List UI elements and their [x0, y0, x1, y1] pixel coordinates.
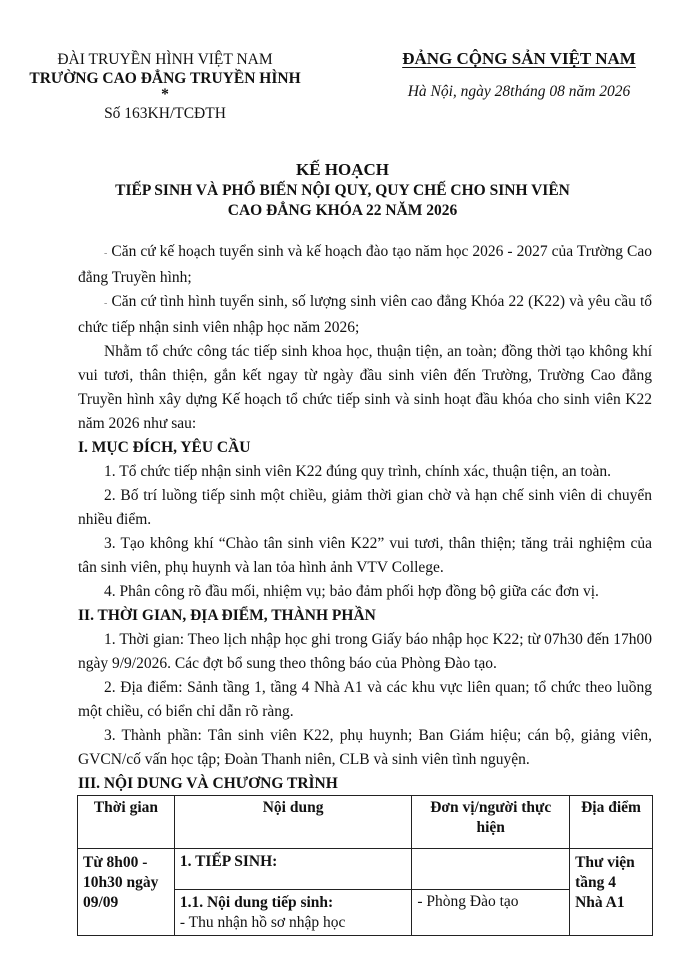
- section1-item-2: 2. Bố trí luồng tiếp sinh một chiều, giảm thời gian chờ và hạn chế sinh viên di chuyển nhiều điểm.: [78, 487, 652, 528]
- basis-text-2: Căn cứ tình hình tuyển sinh, số lượng sinh viên cao đẳng Khóa 22 (K22) và yêu cầu tổ chức tiếp nhận sinh viên nhập học năm 2026;: [78, 293, 652, 336]
- document-title: [0, 160, 685, 220]
- basis-paragraph-1: [78, 240, 652, 290]
- content-subtitle: 1.1. Nội dung tiếp sinh:: [179, 894, 334, 911]
- dash-mark: -: [104, 298, 108, 309]
- program-table: [77, 795, 653, 936]
- unit-cell-2: - Phòng Đào tạo: [412, 890, 570, 936]
- content-item: - Thu nhận hồ sơ nhập học: [179, 914, 346, 931]
- section-heading-1: I. MỤC ĐÍCH, YÊU CẦU: [78, 439, 251, 456]
- document-number: Số 163KH/TCĐTH: [104, 105, 226, 122]
- table-row: [78, 849, 653, 890]
- dash-mark: -: [104, 248, 108, 259]
- star-mark: *: [161, 86, 169, 103]
- section1-item-1: 1. Tổ chức tiếp nhận sinh viên K22 đúng quy trình, chính xác, thuận tiện, an toàn.: [104, 463, 612, 480]
- section2-item-2: 2. Địa điểm: Sảnh tầng 1, tầng 4 Nhà A1 và các khu vực liên quan; tổ chức theo luồng một chiều, có biển chỉ dẫn rõ ràng.: [78, 679, 652, 720]
- section-heading-2: II. THỜI GIAN, ĐỊA ĐIỂM, THÀNH PHẦN: [78, 607, 376, 624]
- header-location: Địa điểm: [570, 796, 653, 849]
- party-name: ĐẢNG CỘNG SẢN VIỆT NAM: [402, 49, 636, 68]
- header-time: Thời gian: [78, 796, 175, 849]
- title-line-3: CAO ĐẲNG KHÓA 22 NĂM 2026: [227, 202, 458, 219]
- content-cell-1: 1. TIẾP SINH:: [174, 849, 411, 890]
- document-body: [78, 240, 652, 796]
- section2-item-1: 1. Thời gian: Theo lịch nhập học ghi trong Giấy báo nhập học K22; từ 07h30 đến 17h00 ngày 9/9/2026. Các đợt bổ sung theo thông báo của Phòng Đào tạo.: [78, 631, 652, 672]
- title-line-1: KẾ HOẠCH: [295, 160, 390, 179]
- time-cell: Từ 8h00 - 10h30 ngày 09/09: [78, 849, 175, 936]
- header-content: Nội dung: [174, 796, 411, 849]
- basis-paragraph-2: [78, 290, 652, 340]
- content-cell-2: [174, 890, 411, 936]
- intro-paragraph: Nhằm tổ chức công tác tiếp sinh khoa học, thuận tiện, an toàn; đồng thời tạo không khí vui tươi, thân thiện, gắn kết ngay từ ngày đầu sinh viên đến Trường, Trường Cao đẳng Truyền hình xây dựng Kế hoạch tổ chức tiếp sinh và sinh hoạt đầu khóa cho sinh viên K22 năm 2026 như sau:: [78, 343, 652, 432]
- school-name: TRƯỜNG CAO ĐẲNG TRUYỀN HÌNH: [29, 70, 301, 87]
- section1-item-4: 4. Phân công rõ đầu mối, nhiệm vụ; bảo đảm phối hợp đồng bộ giữa các đơn vị.: [104, 583, 599, 600]
- title-line-2: TIẾP SINH VÀ PHỔ BIẾN NỘI QUY, QUY CHẾ CHO SINH VIÊN: [115, 182, 570, 199]
- place-date: Hà Nội, ngày 28tháng 08 năm 2026: [407, 83, 631, 100]
- party-block: [360, 49, 678, 101]
- table-header-row: [78, 796, 653, 849]
- unit-cell-1: [412, 849, 570, 890]
- section1-item-3: 3. Tạo không khí “Chào tân sinh viên K22” vui tươi, thân thiện; tăng trải nghiệm của tân sinh viên, phụ huynh và lan tỏa hình ảnh VTV College.: [78, 535, 652, 576]
- section-heading-3: III. NỘI DUNG VÀ CHƯƠNG TRÌNH: [78, 775, 338, 792]
- location-cell: Thư viện tầng 4 Nhà A1: [570, 849, 653, 936]
- basis-text-1: Căn cứ kế hoạch tuyển sinh và kế hoạch đào tạo năm học 2026 - 2027 của Trường Cao đẳng Truyền hình;: [78, 243, 652, 286]
- section2-item-3: 3. Thành phần: Tân sinh viên K22, phụ huynh; Ban Giám hiệu; cán bộ, giảng viên, GVCN/cố vấn học tập; Đoàn Thanh niên, CLB và sinh viên tình nguyện.: [78, 727, 652, 768]
- header-unit: Đơn vị/người thực hiện: [412, 796, 570, 849]
- issuer-block: [10, 50, 320, 123]
- parent-organization: ĐÀI TRUYỀN HÌNH VIỆT NAM: [57, 51, 273, 68]
